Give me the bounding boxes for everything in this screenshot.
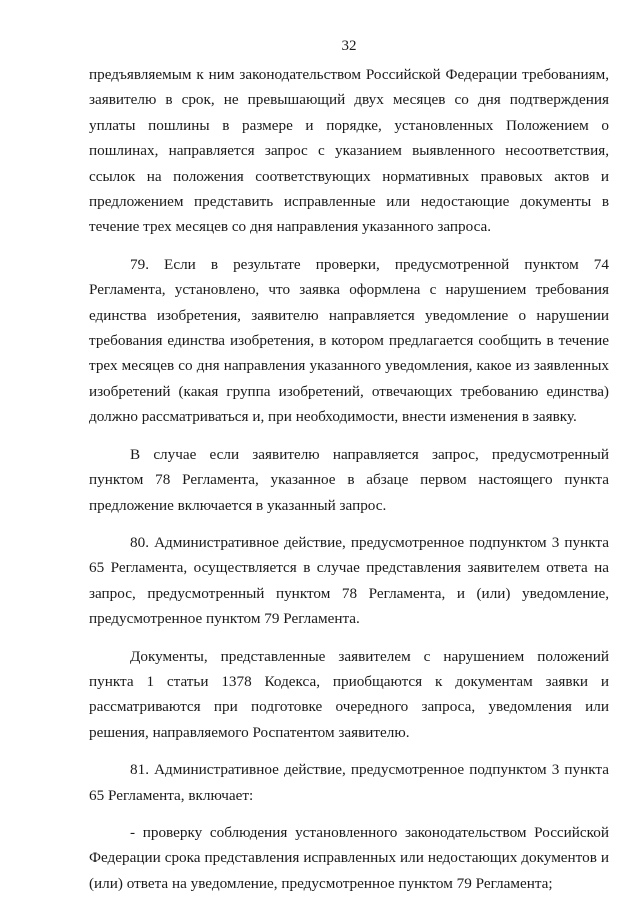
paragraph-80: 80. Административное действие, предусмотренное подпунктом 3 пункта 65 Регламента, осуществляется в случае представления заявителем ответа на запрос, предусмотренный пунктом 78 Регламента, и (или) уведомление, предусмотренное пунктом 79 Регламента. bbox=[89, 533, 609, 628]
paragraph-81-item: - проверку соблюдения установленного законодательством Российской Федерации срока представления исправленных или недостающих документов и (или) ответа на уведомление, предусмотренное пунктом 79 Регламента; bbox=[89, 823, 609, 892]
document-page bbox=[89, 36, 609, 896]
paragraph-79: 79. Если в результате проверки, предусмотренной пунктом 74 Регламента, установлено, что заявка оформлена с нарушением требования единства изобретения, заявителю направляется уведомление о нарушении требования единства изобретения, в котором предлагается сообщить в течение трех месяцев со дня направления указанного уведомления, какое из заявленных изобретений (какая группа изобретений, отвечающих требованию единства) должно рассматриваться и, при необходимости, внести изменения в заявку. bbox=[89, 255, 609, 426]
page-number: 32 bbox=[341, 38, 357, 54]
paragraph-79-second: В случае если заявителю направляется запрос, предусмотренный пунктом 78 Регламента, указанное в абзаце первом настоящего пункта предложение включается в указанный запрос. bbox=[89, 445, 609, 514]
paragraph-81: 81. Административное действие, предусмотренное подпунктом 3 пункта 65 Регламента, включает: bbox=[89, 761, 609, 804]
paragraph-continuation: предъявляемым к ним законодательством Российской Федерации требованиям, заявителю в срок, не превышающий двух месяцев со дня подтверждения уплаты пошлины в размере и порядке, установленных Положением о пошлинах, направляется запрос с указанием выявленного несоответствия, ссылок на положения соответствующих нормативных правовых актов и предложением представить исправленные или недостающие документы в течение трех месяцев со дня направления указанного запроса. bbox=[89, 66, 609, 236]
paragraph-80-second: Документы, представленные заявителем с нарушением положений пункта 1 статьи 1378 Кодекса, приобщаются к документам заявки и рассматриваются при подготовке очередного запроса, уведомления или решения, направляемого Роспатентом заявителю. bbox=[89, 647, 609, 741]
